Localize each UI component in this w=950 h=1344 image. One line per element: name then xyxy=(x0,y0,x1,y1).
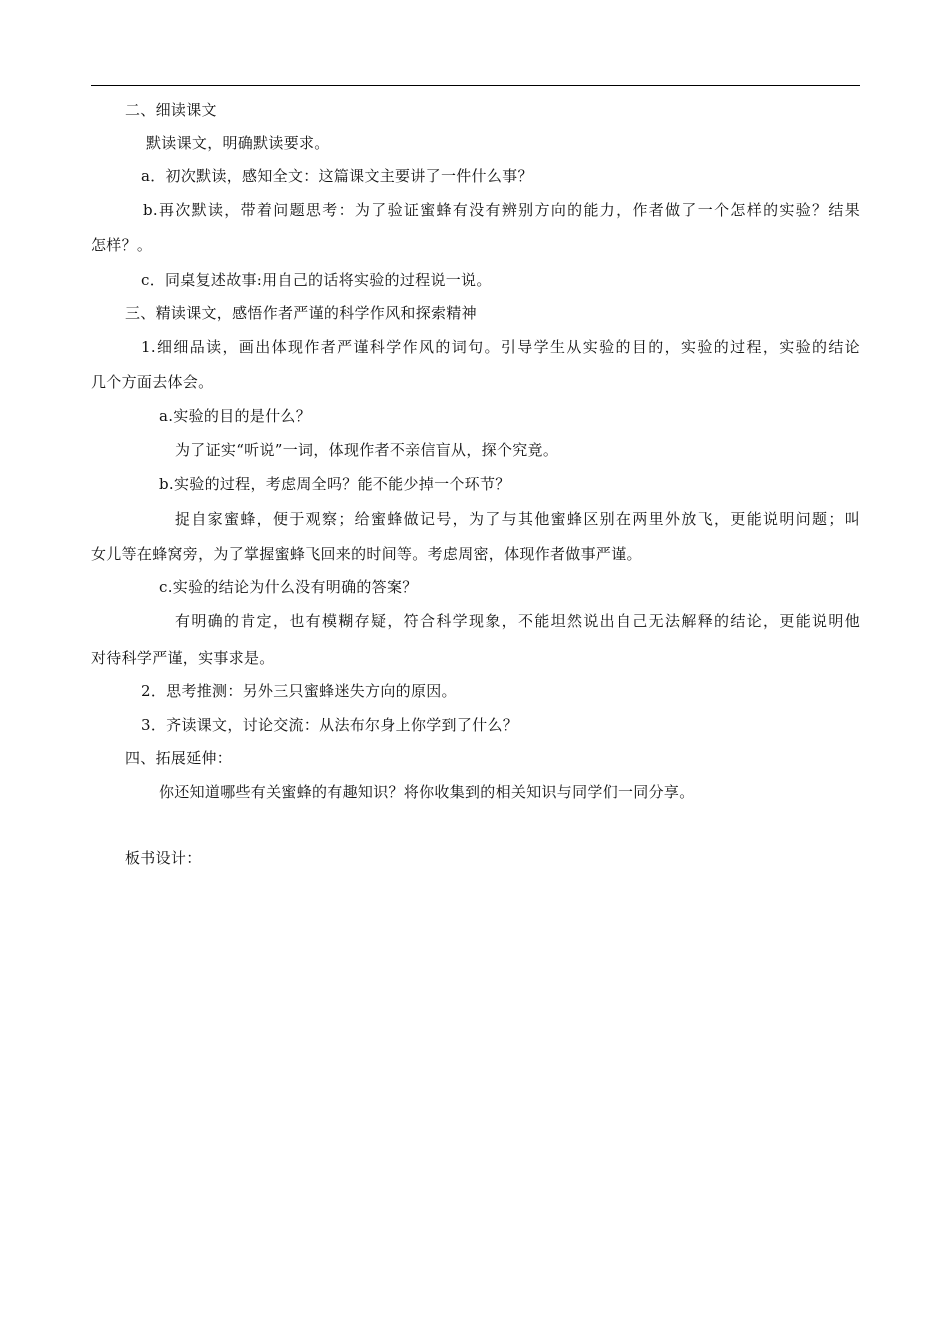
item-2-infer: 2．思考推测：另外三只蜜蜂迷失方向的原因。 xyxy=(141,682,457,700)
board-design-label: 板书设计： xyxy=(125,849,202,867)
answer-b-process-line1: 捉自家蜜蜂，便于观察；给蜜蜂做记号，为了与其他蜜蜂区别在两里外放飞，更能说明问题；叫 xyxy=(175,510,860,528)
item-c-retell: c．同桌复述故事:用自己的话将实验的过程说一说。 xyxy=(141,271,492,289)
item-1-close-reading-line1: 1.细细品读，画出体现作者严谨科学作风的词句。引导学生从实验的目的，实验的过程，实验的结论 xyxy=(141,338,860,356)
answer-a-purpose: 为了证实“听说”一词，体现作者不亲信盲从，探个究竟。 xyxy=(175,441,559,459)
answer-c-conclusion-line2: 对待科学严谨，实事求是。 xyxy=(91,649,275,667)
section-heading-4: 四、拓展延伸： xyxy=(125,749,233,767)
answer-c-conclusion-line1: 有明确的肯定，也有模糊存疑，符合科学现象，不能坦然说出自己无法解释的结论，更能说明他 xyxy=(175,612,860,630)
item-3-discuss: 3．齐读课文，讨论交流：从法布尔身上你学到了什么？ xyxy=(141,716,519,734)
header-rule xyxy=(91,85,860,86)
question-b-process: b.实验的过程，考虑周全吗？能不能少掉一个环节？ xyxy=(159,475,511,493)
item-b-second-reading-line2: 怎样？。 xyxy=(91,236,153,254)
item-1-close-reading-line2: 几个方面去体会。 xyxy=(91,373,214,391)
section-heading-3: 三、精读课文，感悟作者严谨的科学作风和探索精神 xyxy=(125,304,477,322)
question-a-purpose: a.实验的目的是什么？ xyxy=(159,407,312,425)
item-b-second-reading-line1: b.再次默读，带着问题思考：为了验证蜜蜂有没有辨别方向的能力，作者做了一个怎样的实验？结果 xyxy=(143,201,860,219)
item-a-first-reading: a．初次默读，感知全文：这篇课文主要讲了一件什么事？ xyxy=(141,167,533,185)
answer-b-process-line2: 女儿等在蜂窝旁，为了掌握蜜蜂飞回来的时间等。考虑周密，体现作者做事严谨。 xyxy=(91,545,642,563)
question-c-conclusion: c.实验的结论为什么没有明确的答案？ xyxy=(159,578,418,596)
paragraph-extension: 你还知道哪些有关蜜蜂的有趣知识？将你收集到的相关知识与同学们一同分享。 xyxy=(159,783,695,801)
paragraph-silent-reading: 默读课文，明确默读要求。 xyxy=(146,134,330,152)
section-heading-2: 二、细读课文 xyxy=(125,101,217,119)
